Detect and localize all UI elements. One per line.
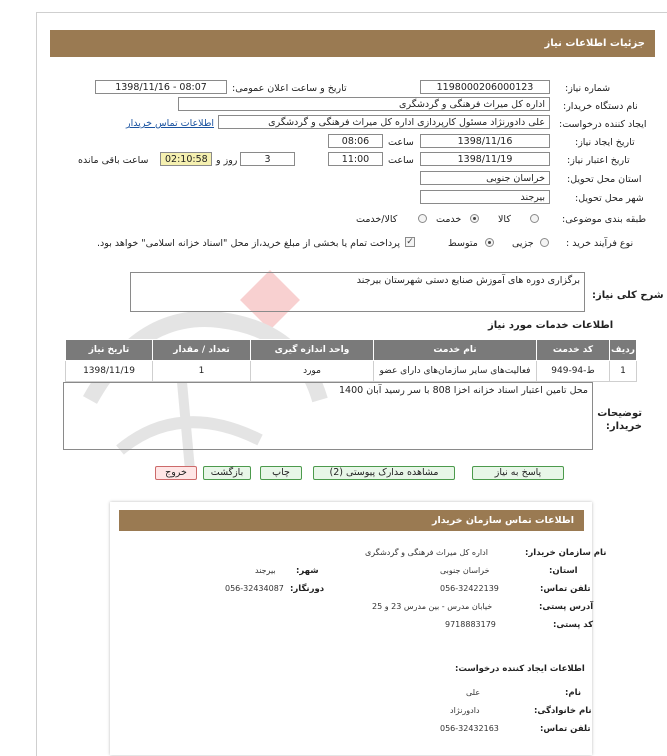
notes-label: توضیحات خریدار: bbox=[597, 408, 642, 432]
creator-info-title: اطلاعات ایجاد کننده درخواست: bbox=[455, 664, 585, 674]
services-table bbox=[65, 339, 637, 382]
cell-date: 1398/11/19 bbox=[66, 361, 153, 382]
contact-address-value: خیابان مدرس - بین مدرس 23 و 25 bbox=[372, 602, 493, 611]
category-label: طبقه بندی موضوعی: bbox=[562, 214, 647, 225]
cell-qty: 1 bbox=[153, 361, 251, 382]
col-row: ردیف bbox=[610, 340, 637, 361]
need-number-label: شماره نیاز: bbox=[565, 83, 611, 94]
remaining-label: ساعت باقی مانده bbox=[78, 155, 149, 166]
process-medium-radio[interactable] bbox=[485, 238, 494, 247]
contact-city-label: شهر: bbox=[296, 566, 319, 576]
print-button[interactable]: چاپ bbox=[260, 466, 302, 480]
remaining-time-field: 02:10:58 bbox=[160, 152, 212, 166]
created-time-label: ساعت bbox=[388, 137, 414, 148]
created-date-field: 1398/11/16 bbox=[420, 134, 550, 148]
contact-province-value: خراسان جنوبی bbox=[440, 566, 490, 575]
day-label: روز و bbox=[216, 155, 238, 166]
contact-city-value: بیرجند bbox=[255, 566, 276, 575]
contact-card-header bbox=[119, 510, 584, 531]
contact-org-value: اداره کل میراث فرهنگی و گردشگری bbox=[365, 548, 488, 557]
notes-text: محل تامین اعتبار اسناد خزانه اخزا 808 با سر رسید آبان 1400 bbox=[339, 385, 588, 396]
buyer-org-label: نام دستگاه خریدار: bbox=[563, 101, 638, 112]
category-both-label: کالا/خدمت bbox=[356, 214, 398, 225]
cell-unit: مورد bbox=[251, 361, 374, 382]
creator-phone-label: تلفن تماس: bbox=[540, 724, 591, 734]
validity-label: تاریخ اعتبار نیاز: bbox=[567, 155, 630, 166]
attachments-button[interactable]: مشاهده مدارک پیوستی (2) bbox=[313, 466, 455, 480]
col-unit: واحد اندازه گیری bbox=[251, 340, 374, 361]
city-field: بیرجند bbox=[420, 190, 550, 204]
contact-postal-value: 9718883179 bbox=[445, 620, 496, 629]
buyer-contact-link[interactable]: اطلاعات تماس خریدار bbox=[126, 118, 215, 129]
process-minor-label: جزیی bbox=[512, 238, 534, 249]
cell-row: 1 bbox=[610, 361, 637, 382]
creator-field: علی دادورنژاد مسئول کارپردازی اداره کل میراث فرهنگی و گردشگری bbox=[218, 115, 550, 129]
process-medium-label: متوسط bbox=[448, 238, 478, 249]
contact-fax-label: دورنگار: bbox=[290, 584, 325, 594]
category-goods-radio[interactable] bbox=[530, 214, 539, 223]
city-label: شهر محل تحویل: bbox=[575, 193, 644, 204]
summary-label: شرح کلی نیاز: bbox=[592, 290, 664, 301]
exit-button[interactable]: خروج bbox=[155, 466, 197, 480]
col-qty: تعداد / مقدار bbox=[153, 340, 251, 361]
validity-time-field: 11:00 bbox=[328, 152, 383, 166]
contact-address-label: آدرس پستی: bbox=[539, 602, 594, 612]
contact-card bbox=[110, 502, 592, 755]
creator-name-value: علی bbox=[466, 688, 481, 697]
summary-text: برگزاری دوره های آموزش صنایع دستی شهرستان بیرجند bbox=[356, 275, 580, 286]
process-minor-radio[interactable] bbox=[540, 238, 549, 247]
need-number-field: 1198000206000123 bbox=[420, 80, 550, 94]
contact-province-label: استان: bbox=[549, 566, 578, 576]
contact-org-label: نام سازمان خریدار: bbox=[525, 548, 607, 558]
creator-label: ایجاد کننده درخواست: bbox=[559, 119, 647, 130]
created-date-label: تاریخ ایجاد نیاز: bbox=[575, 137, 635, 148]
creator-phone-value: 056-32432163 bbox=[440, 724, 499, 733]
buyer-org-field: اداره کل میراث فرهنگی و گردشگری bbox=[178, 97, 550, 111]
table-row bbox=[66, 361, 637, 382]
validity-date-field: 1398/11/19 bbox=[420, 152, 550, 166]
treasury-checkbox[interactable]: ✓ bbox=[406, 237, 414, 247]
services-title: اطلاعات خدمات مورد نیاز bbox=[488, 320, 614, 331]
summary-textarea bbox=[130, 272, 585, 312]
contact-phone-label: تلفن تماس: bbox=[540, 584, 591, 594]
page-header bbox=[50, 30, 655, 57]
contact-title: اطلاعات تماس سازمان خریدار bbox=[431, 515, 574, 526]
creator-family-value: دادورنژاد bbox=[450, 706, 480, 715]
cell-code: ط-94-949 bbox=[537, 361, 610, 382]
notes-textarea bbox=[63, 382, 593, 450]
days-field: 3 bbox=[240, 152, 295, 166]
category-service-label: خدمت bbox=[436, 214, 462, 225]
province-label: استان محل تحویل: bbox=[567, 174, 642, 185]
contact-postal-label: کد پستی: bbox=[553, 620, 594, 630]
validity-time-label: ساعت bbox=[388, 155, 414, 166]
category-goods-label: کالا bbox=[498, 214, 511, 225]
back-button[interactable]: بازگشت bbox=[203, 466, 251, 480]
col-date: تاریخ نیاز bbox=[66, 340, 153, 361]
col-name: نام خدمت bbox=[374, 340, 537, 361]
reply-button[interactable]: پاسخ به نیاز bbox=[472, 466, 564, 480]
process-label: نوع فرآیند خرید : bbox=[566, 238, 634, 249]
creator-family-label: نام خانوادگی: bbox=[534, 706, 592, 716]
table-header-row bbox=[66, 340, 637, 361]
category-service-radio[interactable] bbox=[470, 214, 479, 223]
province-field: خراسان جنوبی bbox=[420, 171, 550, 185]
announce-field: 1398/11/16 - 08:07 bbox=[95, 80, 227, 94]
col-code: کد خدمت bbox=[537, 340, 610, 361]
contact-fax-value: 056-32434087 bbox=[225, 584, 284, 593]
created-time-field: 08:06 bbox=[328, 134, 383, 148]
cell-name: فعالیت‌های سایر سازمان‌های دارای عضو bbox=[374, 361, 537, 382]
contact-phone-value: 056-32422139 bbox=[440, 584, 499, 593]
announce-label: تاریخ و ساعت اعلان عمومی: bbox=[232, 83, 347, 94]
page-title: جزئیات اطلاعات نیاز bbox=[544, 38, 645, 49]
payment-note: پرداخت تمام یا بخشی از مبلغ خرید،از محل "اسناد خزانه اسلامی" خواهد بود. bbox=[97, 238, 400, 249]
category-both-radio[interactable] bbox=[418, 214, 427, 223]
creator-name-label: نام: bbox=[565, 688, 582, 698]
